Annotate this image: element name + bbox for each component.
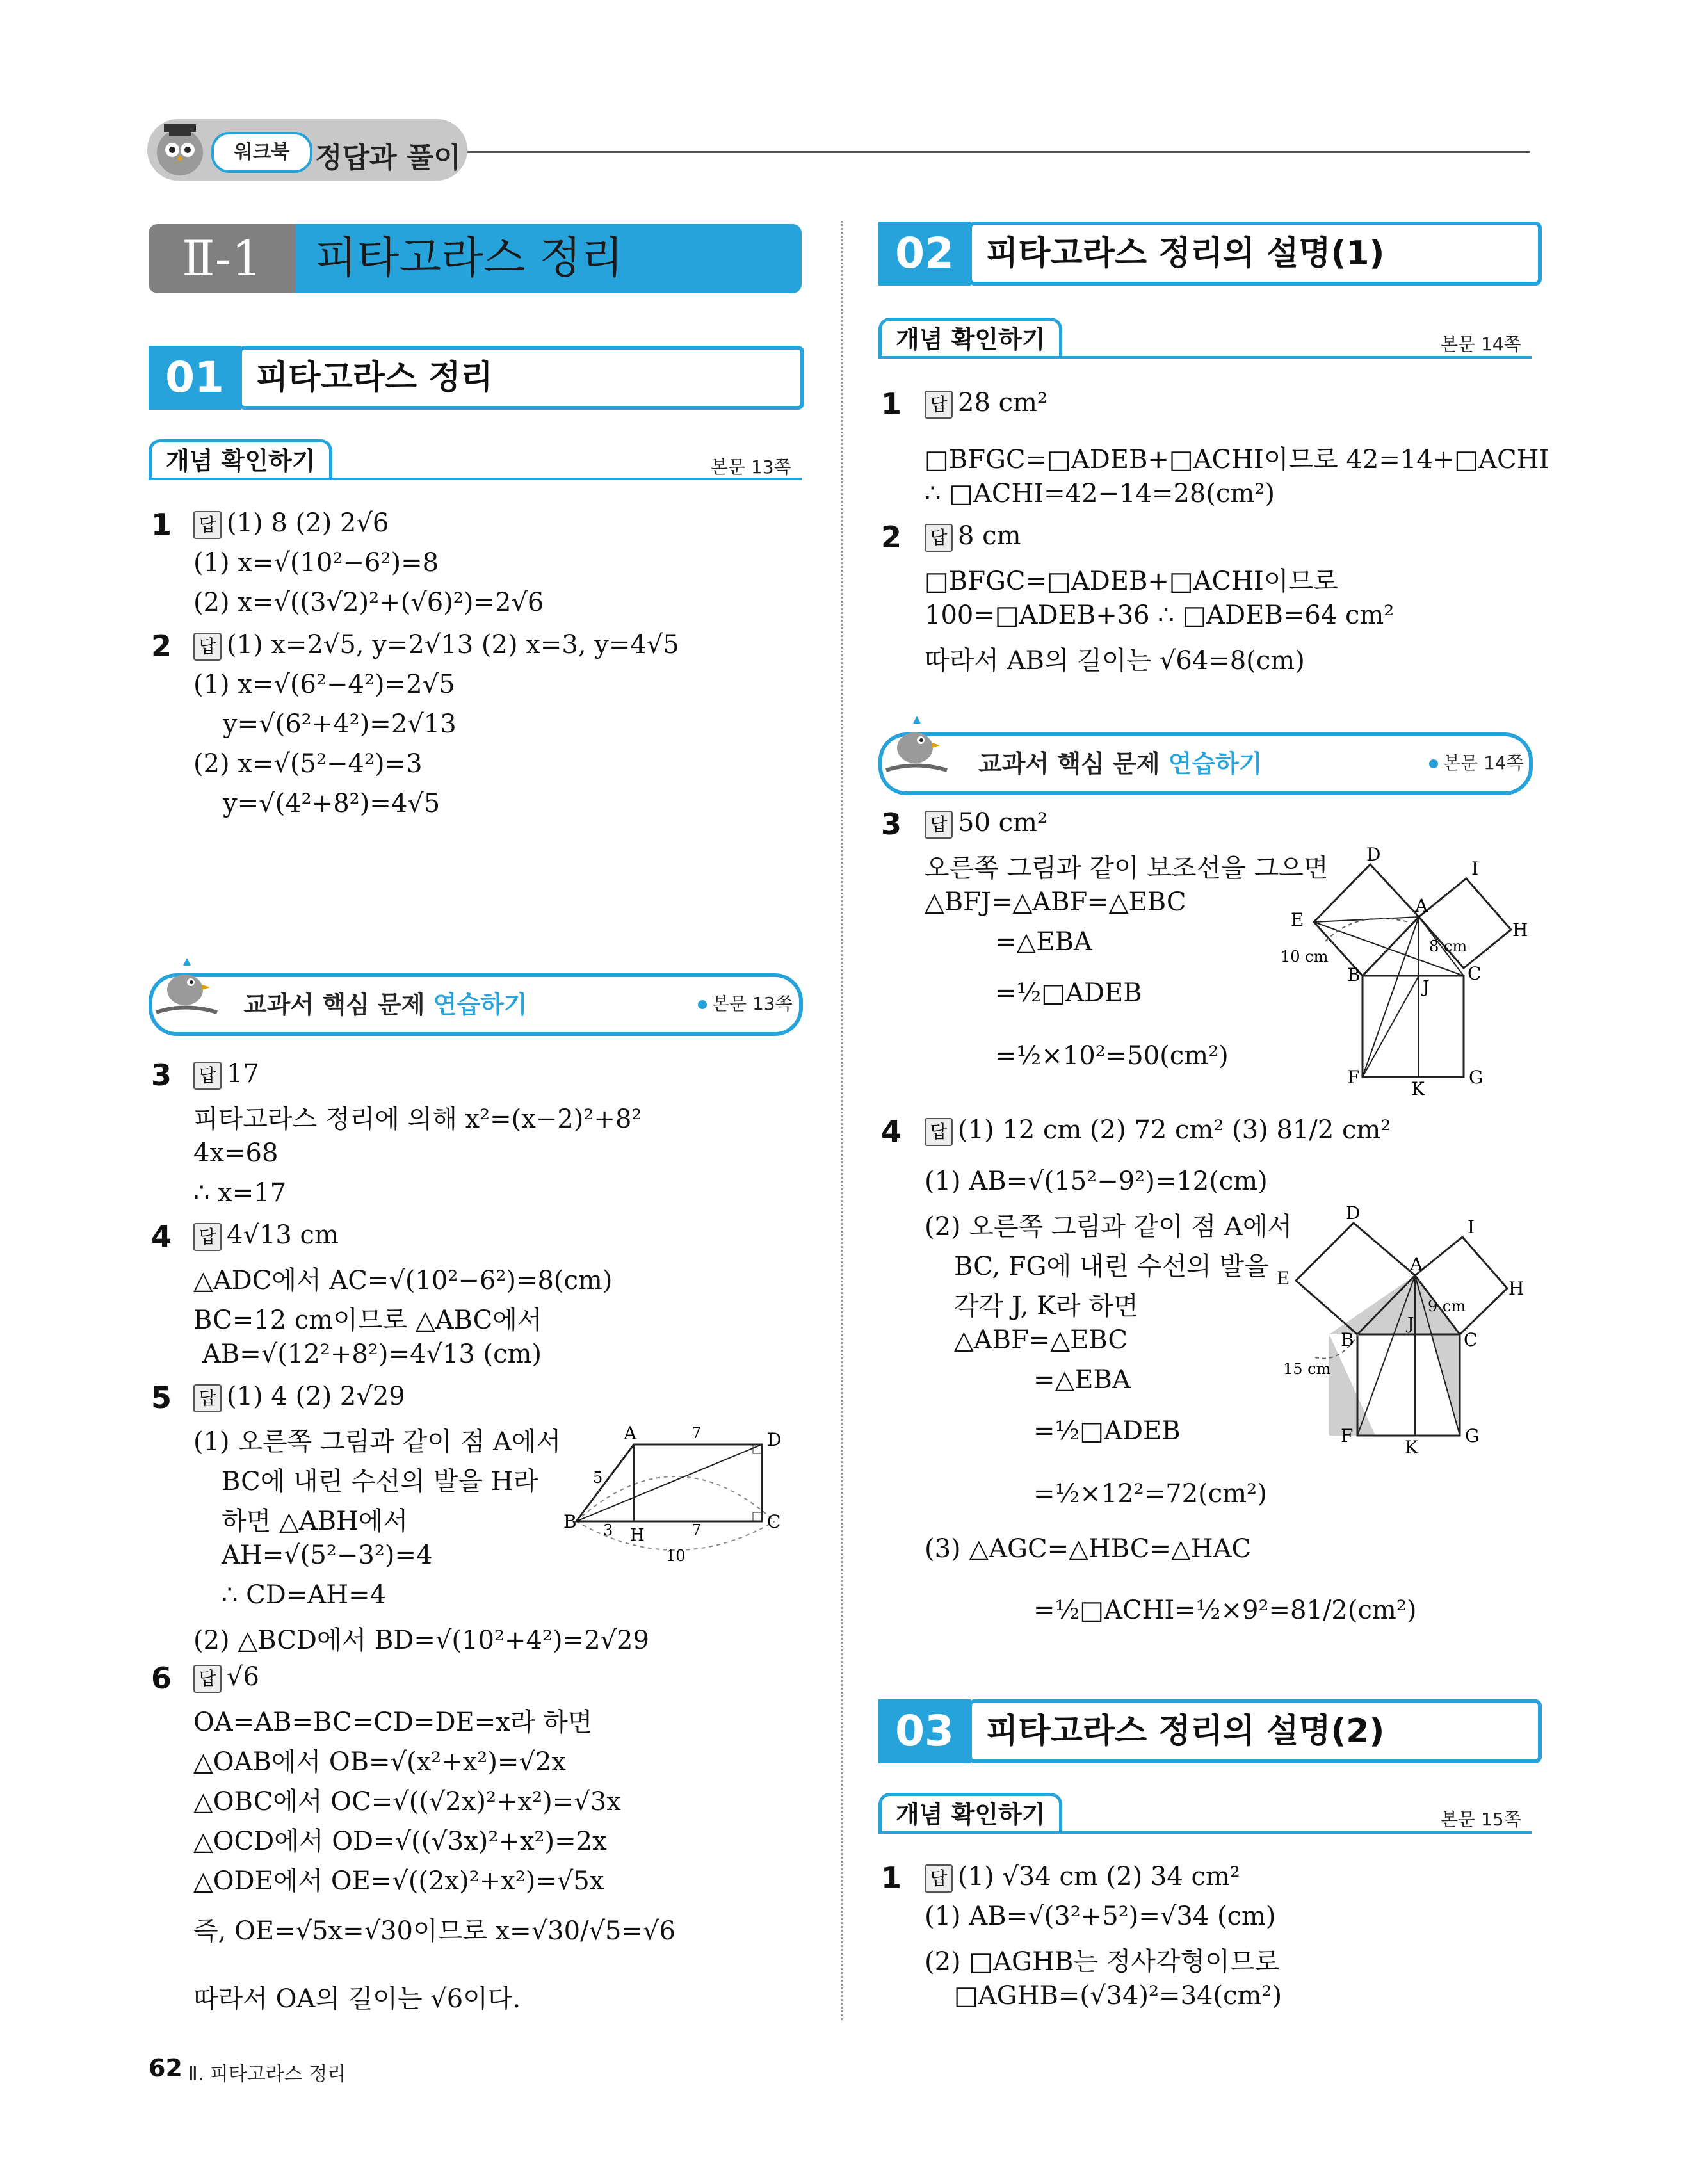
solution-line: (2) △BCD에서 BD=√(10²+4²)=2√29 (193, 1626, 649, 1655)
label-3: 3 (603, 1521, 613, 1539)
label-A: A (624, 1423, 637, 1444)
chapter-number: Ⅱ-1 (149, 224, 296, 293)
solution-line: (1) 오른쪽 그림과 같이 점 A에서 (193, 1427, 562, 1457)
label-5: 5 (593, 1469, 603, 1487)
answer-line: 답 √6 (193, 1662, 259, 1693)
label-D: D (1366, 845, 1381, 865)
label-I: I (1468, 1217, 1475, 1238)
solution-line: △ABF=△EBC (954, 1325, 1128, 1355)
solution-line: 따라서 AB의 길이는 √64=8(cm) (925, 646, 1305, 675)
solution-line: △BFJ=△ABF=△EBC (925, 887, 1186, 917)
label-K: K (1405, 1437, 1418, 1458)
solution-line: (1) AB=√(3²+5²)=√34 (cm) (925, 1902, 1276, 1931)
label-10: 10 (666, 1547, 686, 1565)
solution-line: =½□ADEB (995, 978, 1142, 1008)
solution-line: 하면 △ABH에서 (222, 1507, 408, 1536)
label-8cm: 8 cm (1429, 937, 1468, 955)
label-C: C (1464, 1329, 1478, 1350)
label-7-bottom: 7 (691, 1521, 702, 1539)
page-ref: 본문 13쪽 (711, 457, 791, 478)
page-ref: 본문 15쪽 (1441, 1809, 1521, 1830)
page-number: 62 (149, 2054, 182, 2082)
answer-line: 답 8 cm (925, 521, 1021, 552)
answer-line: 답 28 cm² (925, 388, 1047, 419)
label-J: J (1407, 1314, 1414, 1334)
problem-number: 2 (881, 520, 902, 554)
answer-line: 답 4√13 cm (193, 1220, 339, 1251)
solution-line: △OBC에서 OC=√((√2x)²+x²)=√3x (193, 1787, 621, 1816)
problem-number: 1 (151, 507, 172, 542)
answer-line: 답 (1) x=2√5, y=2√13 (2) x=3, y=4√5 (193, 630, 679, 661)
solution-line: AB=√(12²+8²)=4√13 (cm) (202, 1339, 542, 1369)
label-C: C (1468, 963, 1482, 984)
answer-line: 답 17 (193, 1059, 259, 1090)
label-E: E (1291, 909, 1304, 930)
label-H: H (630, 1526, 645, 1545)
bird-icon (880, 709, 950, 780)
problem-number: 3 (881, 807, 902, 841)
trapezoid-figure (563, 1419, 794, 1566)
page-ref: 본문 13쪽 (698, 990, 793, 1015)
concept-rule (878, 356, 1532, 359)
solution-line: y=√(4²+8²)=4√5 (223, 789, 441, 818)
label-10cm: 10 cm (1281, 948, 1329, 966)
concept-rule (149, 478, 802, 480)
label-E: E (1277, 1268, 1290, 1289)
solution-line: (1) x=√(10²−6²)=8 (193, 548, 439, 578)
concept-rule (878, 1831, 1532, 1834)
solution-line: □BFGC=□ADEB+□ACHI이므로 42=14+□ACHI (925, 445, 1549, 474)
page-ref: 본문 14쪽 (1441, 334, 1521, 355)
answer-line: 답 50 cm² (925, 808, 1047, 839)
solution-line: =½□ACHI=½×9²=81/2(cm²) (1033, 1596, 1417, 1625)
concept-tab: 개념 확인하기 (149, 439, 332, 480)
label-B: B (1341, 1329, 1354, 1350)
label-F: F (1341, 1425, 1354, 1446)
pythagoras-figure-4 (1277, 1204, 1533, 1460)
answer-line: 답 (1) 8 (2) 2√6 (193, 508, 389, 539)
problem-number: 3 (151, 1058, 172, 1092)
label-F: F (1347, 1067, 1360, 1088)
section-number: 03 (878, 1699, 971, 1763)
solution-line: (3) △AGC=△HBC=△HAC (925, 1534, 1252, 1564)
solution-line: ∴ □ACHI=42−14=28(cm²) (925, 479, 1275, 508)
problem-number: 4 (151, 1219, 172, 1254)
solution-line: (2) x=√((3√2)²+(√6)²)=2√6 (193, 588, 544, 617)
solution-line: =½×12²=72(cm²) (1033, 1479, 1267, 1509)
solution-line: BC=12 cm이므로 △ABC에서 (193, 1306, 542, 1335)
column-divider (841, 221, 843, 2020)
section-number: 02 (878, 222, 971, 286)
problem-number: 1 (881, 1861, 902, 1895)
label-A: A (1415, 895, 1428, 916)
solution-line: (1) x=√(6²−4²)=2√5 (193, 670, 455, 699)
label-9cm: 9 cm (1428, 1297, 1466, 1315)
practice-title: 교과서 핵심 문제 연습하기 (978, 750, 1263, 778)
label-G: G (1469, 1067, 1484, 1088)
solution-line: 즉, OE=√5x=√30이므로 x=√30/√5=√6 (193, 1916, 675, 1946)
problem-number: 5 (151, 1380, 172, 1415)
label-J: J (1423, 978, 1430, 997)
solution-line: 100=□ADEB+36 ∴ □ADEB=64 cm² (925, 601, 1395, 630)
section-title: 피타고라스 정리의 설명(2) (968, 1699, 1542, 1763)
solution-line: BC에 내린 수선의 발을 H라 (222, 1467, 538, 1496)
solution-line: 피타고라스 정리에 의해 x²=(x−2)²+8² (193, 1104, 642, 1134)
solution-line: 따라서 OA의 길이는 √6이다. (193, 1984, 521, 2014)
solution-line: ∴ x=17 (193, 1178, 287, 1208)
page-ref: 본문 14쪽 (1429, 749, 1524, 775)
workbook-badge: 워크북 (211, 132, 312, 173)
label-G: G (1465, 1425, 1480, 1446)
chapter-title: 피타고라스 정리 (296, 224, 802, 293)
label-K: K (1411, 1078, 1425, 1095)
solution-line: y=√(6²+4²)=2√13 (223, 709, 457, 739)
solution-line: (2) x=√(5²−4²)=3 (193, 749, 423, 779)
label-H: H (1508, 1278, 1524, 1299)
solution-line: △OAB에서 OB=√(x²+x²)=√2x (193, 1747, 566, 1777)
concept-tab: 개념 확인하기 (878, 318, 1062, 358)
section-number: 01 (149, 346, 241, 410)
solution-line: (2) 오른쪽 그림과 같이 점 A에서 (925, 1212, 1293, 1242)
solution-line: □BFGC=□ADEB+□ACHI이므로 (925, 567, 1338, 596)
answer-line: 답 (1) √34 cm (2) 34 cm² (925, 1862, 1240, 1893)
label-C: C (767, 1511, 781, 1532)
problem-number: 1 (881, 387, 902, 421)
solution-line: (2) □AGHB는 정사각형이므로 (925, 1947, 1280, 1977)
practice-title: 교과서 핵심 문제 연습하기 (243, 991, 528, 1019)
solution-line: 각각 J, K라 하면 (954, 1291, 1138, 1321)
solution-line: 4x=68 (193, 1138, 279, 1168)
footer-chapter: Ⅱ. 피타고라스 정리 (188, 2063, 346, 2085)
owl-icon (151, 120, 209, 179)
label-B: B (563, 1511, 577, 1532)
problem-number: 6 (151, 1661, 172, 1695)
solution-line: (1) AB=√(15²−9²)=12(cm) (925, 1167, 1268, 1196)
problem-number: 4 (881, 1114, 902, 1149)
answer-line: 답 (1) 4 (2) 2√29 (193, 1382, 405, 1412)
label-H: H (1512, 919, 1528, 941)
pythagoras-figure-3 (1281, 845, 1530, 1095)
label-D: D (767, 1429, 782, 1450)
problem-number: 2 (151, 629, 172, 663)
header-rule (448, 151, 1530, 153)
solution-line: 오른쪽 그림과 같이 보조선을 그으면 (925, 853, 1329, 883)
concept-tab: 개념 확인하기 (878, 1793, 1062, 1833)
solution-line: △ODE에서 OE=√((2x)²+x²)=√5x (193, 1866, 604, 1896)
solution-line: BC, FG에 내린 수선의 발을 (954, 1252, 1269, 1281)
label-B: B (1347, 964, 1361, 985)
header-title: 정답과 풀이 (315, 142, 461, 174)
solution-line: ∴ CD=AH=4 (222, 1580, 387, 1610)
label-7-top: 7 (691, 1424, 702, 1442)
section-title: 피타고라스 정리 (238, 346, 804, 410)
solution-line: =△EBA (1033, 1365, 1131, 1395)
section-title: 피타고라스 정리의 설명(1) (968, 222, 1542, 286)
solution-line: OA=AB=BC=CD=DE=x라 하면 (193, 1708, 593, 1737)
solution-line: =△EBA (995, 927, 1092, 957)
bird-icon (150, 951, 220, 1022)
label-I: I (1471, 858, 1479, 879)
solution-line: △OCD에서 OD=√((√3x)²+x²)=2x (193, 1827, 607, 1856)
label-15cm: 15 cm (1283, 1360, 1331, 1378)
label-D: D (1346, 1204, 1361, 1224)
label-A: A (1410, 1254, 1423, 1275)
solution-line: =½×10²=50(cm²) (995, 1041, 1229, 1071)
solution-line: AH=√(5²−3²)=4 (222, 1541, 433, 1570)
solution-line: △ADC에서 AC=√(10²−6²)=8(cm) (193, 1266, 613, 1295)
answer-line: 답 (1) 12 cm (2) 72 cm² (3) 81/2 cm² (925, 1115, 1391, 1146)
solution-line: =½□ADEB (1033, 1416, 1181, 1446)
solution-line: □AGHB=(√34)²=34(cm²) (954, 1981, 1282, 2010)
